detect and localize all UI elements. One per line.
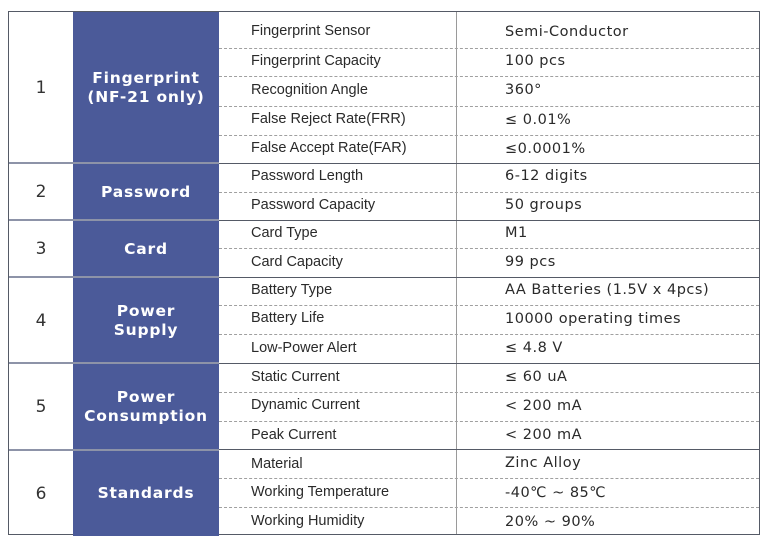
spec-item: Recognition Angle (251, 82, 368, 98)
row-divider (219, 135, 759, 136)
category-text: Password (101, 182, 191, 201)
spec-table (8, 11, 760, 535)
row-divider (219, 421, 759, 422)
spec-value: Zinc Alloy (505, 455, 582, 471)
spec-item: Working Humidity (251, 513, 365, 529)
row-divider (219, 478, 759, 479)
spec-item: Password Length (251, 168, 364, 184)
category-label (73, 12, 219, 163)
spec-item: Peak Current (251, 427, 337, 443)
group-divider (219, 163, 759, 164)
group-divider (219, 277, 759, 278)
row-divider (219, 334, 759, 335)
group-number: 1 (35, 77, 47, 98)
column-divider (456, 12, 457, 534)
category-text: Fingerprint (NF-21 only) (87, 68, 205, 106)
spec-item: Low-Power Alert (251, 340, 357, 356)
category-label (73, 164, 219, 220)
category-label (73, 278, 219, 363)
row-divider (219, 48, 759, 49)
category-text: Standards (97, 484, 195, 502)
row-divider (219, 392, 759, 393)
row-divider (219, 305, 759, 306)
spec-item: Material (251, 456, 303, 472)
spec-item: Battery Life (251, 310, 325, 326)
spec-value: 20% ~ 90% (505, 514, 596, 530)
spec-value: M1 (505, 225, 528, 241)
spec-value: AA Batteries (1.5V x 4pcs) (505, 282, 710, 298)
category-text: Power Supply (113, 301, 179, 339)
row-divider (219, 106, 759, 107)
category-text: Card (124, 239, 168, 258)
spec-item: Card Type (251, 225, 318, 241)
spec-value: ≤0.0001% (505, 141, 586, 157)
spec-value: < 200 mA (505, 398, 583, 414)
category-text: Power Consumption (84, 387, 208, 425)
spec-item: Static Current (251, 369, 340, 385)
spec-item: Battery Type (251, 282, 333, 298)
category-label (73, 364, 219, 449)
group-number: 3 (35, 239, 47, 259)
spec-value: 10000 operating times (505, 311, 682, 327)
group-divider (219, 220, 759, 221)
spec-value: ≤ 4.8 V (505, 340, 563, 356)
group-divider (219, 363, 759, 364)
group-number: 6 (35, 483, 47, 504)
row-divider (219, 76, 759, 77)
spec-item: Card Capacity (251, 254, 343, 270)
row-divider (219, 507, 759, 508)
spec-value: -40℃ ~ 85℃ (505, 485, 607, 501)
spec-item: False Reject Rate(FRR) (251, 111, 406, 127)
spec-item: Dynamic Current (251, 397, 360, 413)
row-divider (219, 248, 759, 249)
group-number: 2 (35, 182, 47, 202)
spec-value: Semi-Conductor (505, 24, 629, 40)
category-label (73, 221, 219, 277)
spec-item: Working Temperature (251, 484, 390, 500)
row-divider (219, 192, 759, 193)
group-number: 5 (35, 396, 47, 417)
group-divider (219, 449, 759, 450)
spec-item: Fingerprint Capacity (251, 53, 381, 69)
spec-value: ≤ 0.01% (505, 112, 572, 128)
spec-value: 100 pcs (505, 53, 566, 69)
spec-value: 6-12 digits (505, 168, 588, 184)
spec-value: 50 groups (505, 197, 583, 213)
spec-item: Password Capacity (251, 197, 376, 213)
spec-item: Fingerprint Sensor (251, 23, 371, 39)
spec-value: < 200 mA (505, 427, 583, 443)
group-number: 4 (35, 310, 47, 331)
spec-value: ≤ 60 uA (505, 369, 568, 385)
spec-item: False Accept Rate(FAR) (251, 140, 407, 156)
spec-value: 99 pcs (505, 254, 556, 270)
spec-value: 360° (505, 82, 542, 98)
category-label (73, 451, 219, 536)
